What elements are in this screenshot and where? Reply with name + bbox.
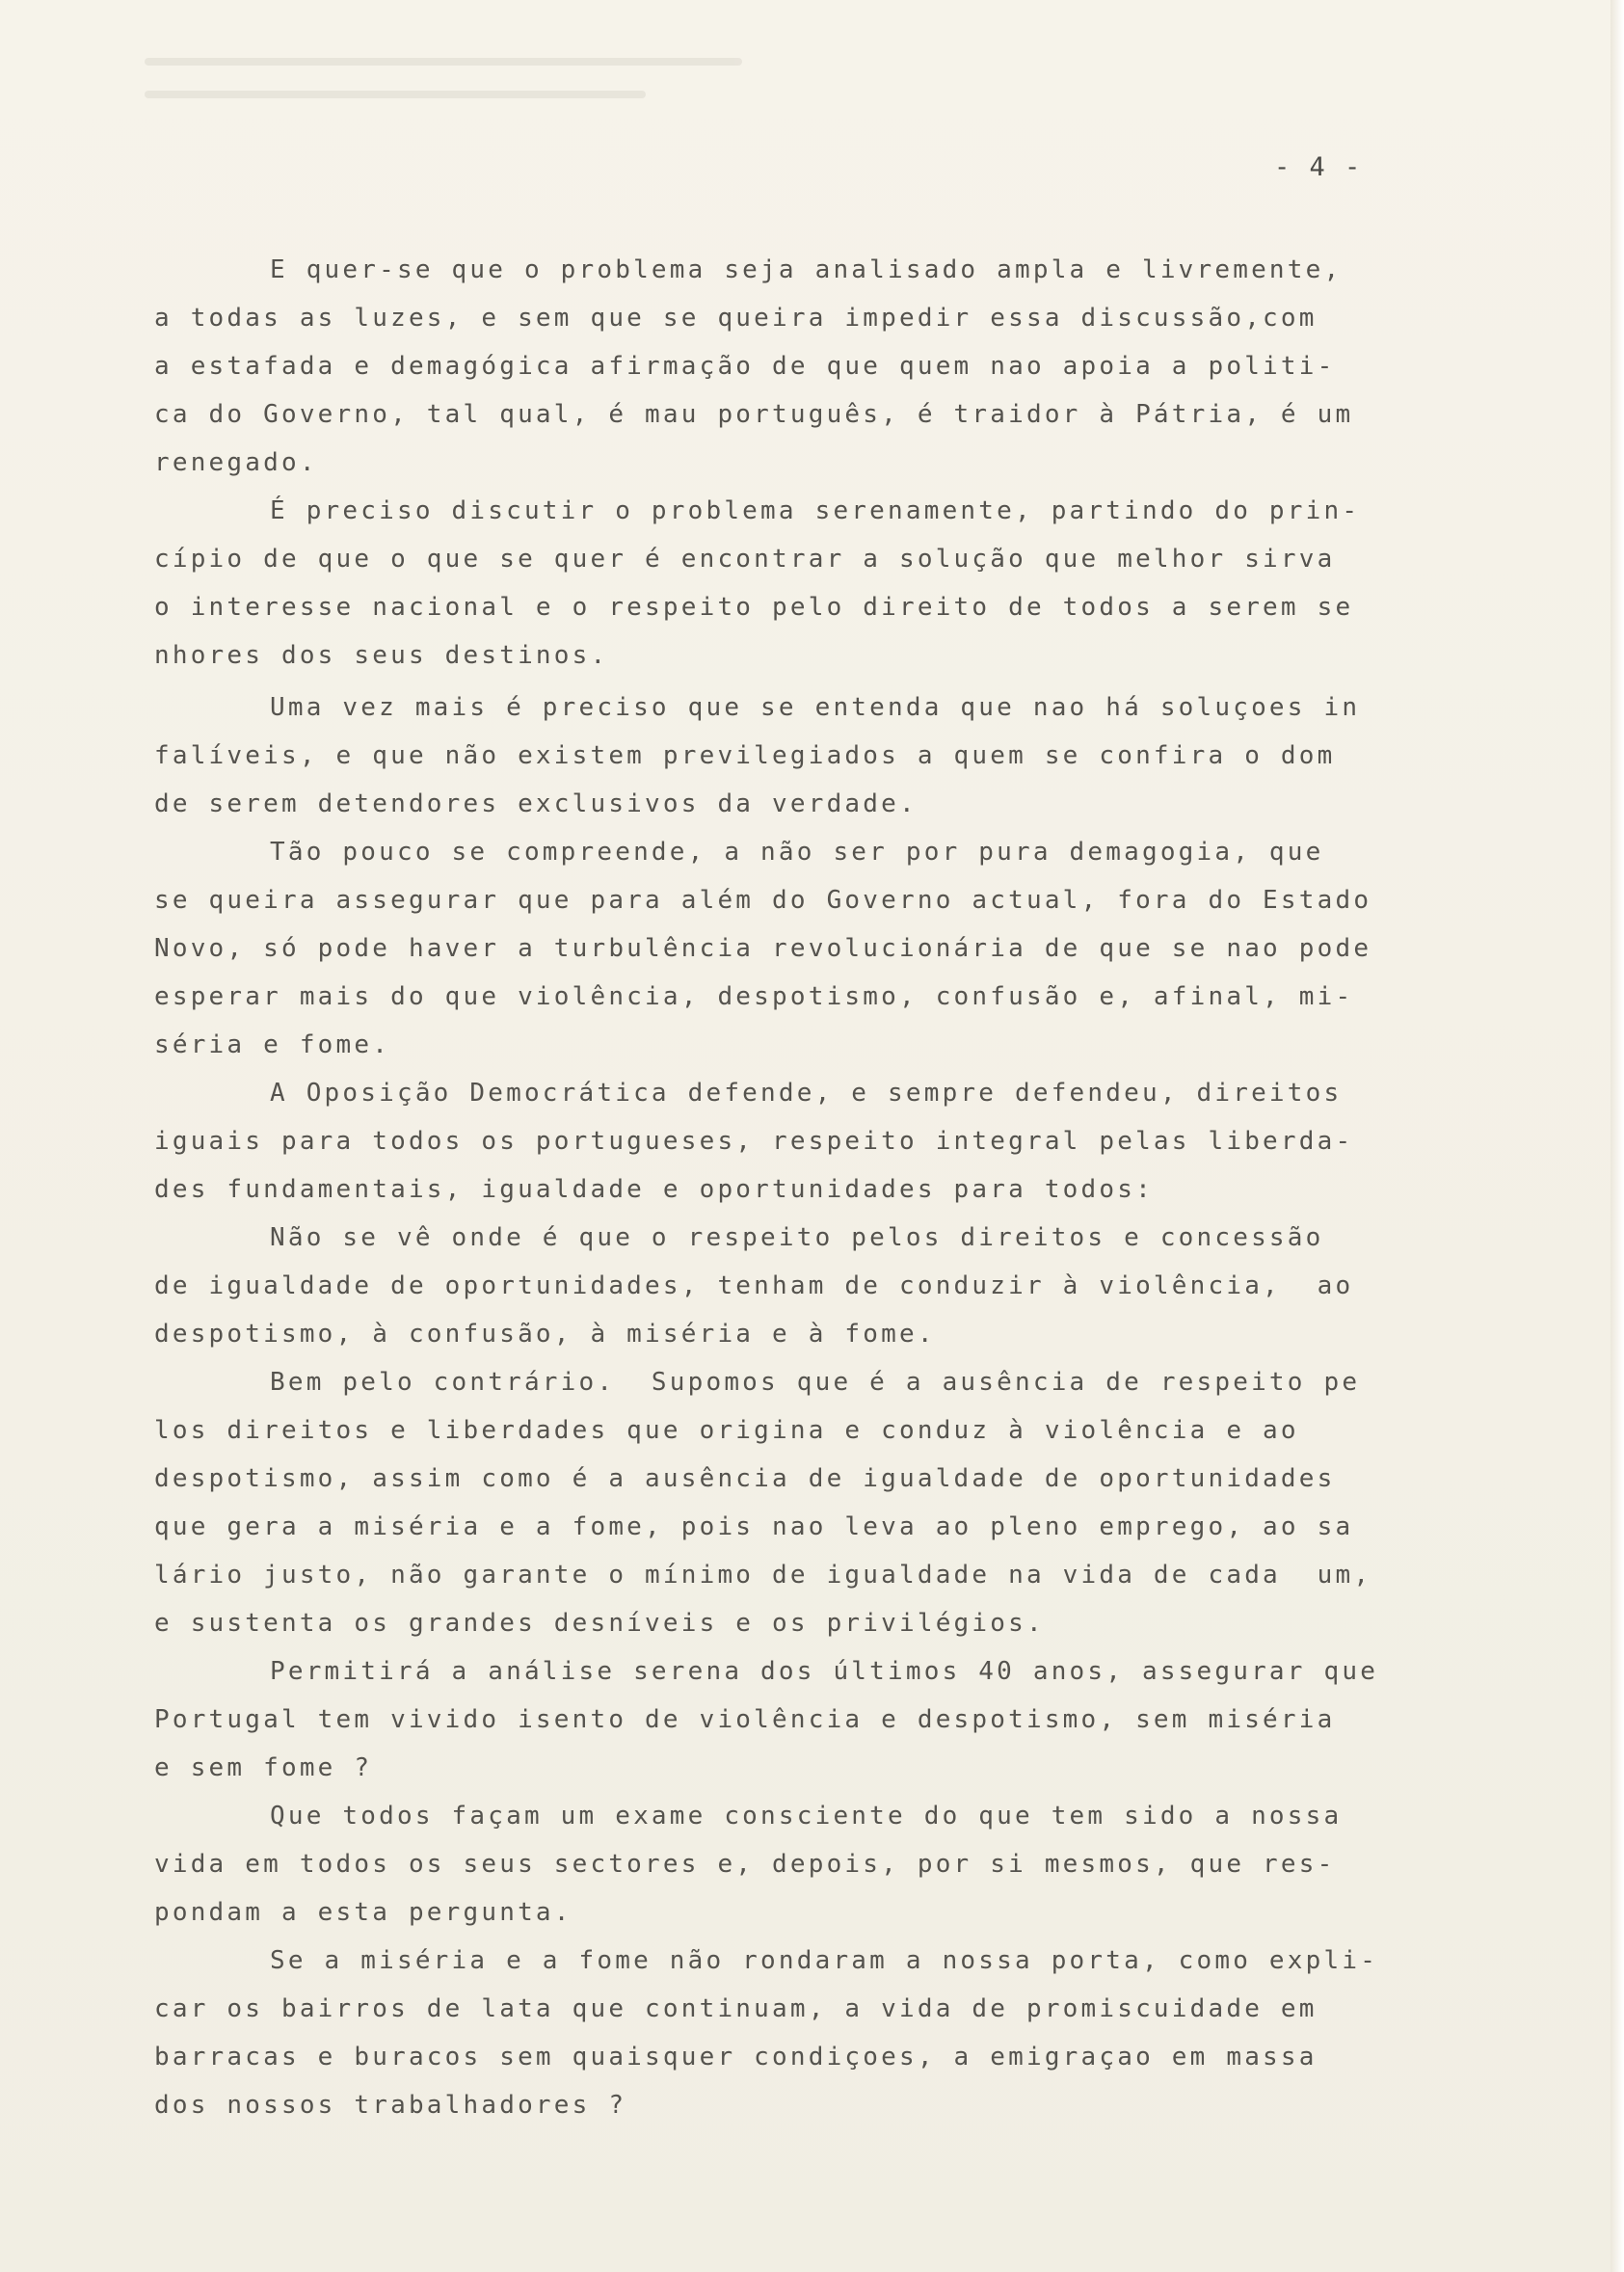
text-line: Portugal tem vivido isento de violência e despotismo, sem miséria [154, 1705, 1336, 1734]
text-line: renegado. [154, 448, 318, 477]
text-line: se queira assegurar que para além do Governo actual, fora do Estado [154, 886, 1372, 915]
text-line: Que todos façam um exame consciente do que tem sido a nossa [270, 1802, 1343, 1831]
text-line: A Oposição Democrática defende, e sempre defendeu, direitos [270, 1079, 1343, 1108]
text-line: barracas e buracos sem quaisquer condiçoes, a emigraçao em massa [154, 2043, 1318, 2072]
paragraph [154, 1792, 1504, 1937]
text-line: des fundamentais, igualdade e oportunidades para todos: [154, 1175, 1154, 1204]
paragraph [154, 246, 1504, 487]
text-line: e sustenta os grandes desníveis e os privilégios. [154, 1609, 1045, 1638]
text-line: Tão pouco se compreende, a não ser por pura demagogia, que [270, 838, 1324, 867]
text-line: e sem fome ? [154, 1753, 373, 1782]
text-line: nhores dos seus destinos. [154, 641, 609, 670]
text-line: a estafada e demagógica afirmação de que quem nao apoia a politi- [154, 352, 1336, 381]
paragraph [154, 1214, 1504, 1358]
paragraph [154, 1069, 1504, 1214]
text-line: dos nossos trabalhadores ? [154, 2091, 627, 2120]
text-line: iguais para todos os portugueses, respeito integral pelas liberda- [154, 1127, 1354, 1156]
text-line: ca do Governo, tal qual, é mau português, é traidor à Pátria, é um [154, 400, 1354, 429]
text-line: falíveis, e que não existem previlegiados a quem se confira o dom [154, 741, 1336, 770]
paragraph [154, 1358, 1504, 1647]
paragraph [154, 487, 1504, 680]
text-line: Se a miséria e a fome não rondaram a nossa porta, como expli- [270, 1946, 1379, 1975]
text-line: esperar mais do que violência, despotismo, confusão e, afinal, mi- [154, 982, 1354, 1011]
text-line: cípio de que o que se quer é encontrar a solução que melhor sirva [154, 545, 1336, 574]
text-line: car os bairros de lata que continuam, a vida de promiscuidade em [154, 1994, 1318, 2023]
text-line: que gera a miséria e a fome, pois nao leva ao pleno emprego, ao sa [154, 1512, 1354, 1541]
paper-edge [1611, 0, 1624, 2272]
text-line: a todas as luzes, e sem que se queira impedir essa discussão,com [154, 304, 1318, 333]
text-line: E quer-se que o problema seja analisado ampla e livremente, [270, 255, 1343, 284]
text-line: de serem detendores exclusivos da verdade. [154, 789, 918, 818]
text-line: Não se vê onde é que o respeito pelos direitos e concessão [270, 1223, 1324, 1252]
text-line: Novo, só pode haver a turbulência revolucionária de que se nao pode [154, 934, 1372, 963]
text-line: o interesse nacional e o respeito pelo direito de todos a serem se [154, 593, 1354, 622]
text-line: lário justo, não garante o mínimo de igualdade na vida de cada um, [154, 1561, 1372, 1590]
text-line: Bem pelo contrário. Supomos que é a ausência de respeito pe [270, 1368, 1361, 1397]
text-line: de igualdade de oportunidades, tenham de conduzir à violência, ao [154, 1271, 1354, 1300]
text-line: vida em todos os seus sectores e, depois, por si mesmos, que res- [154, 1850, 1336, 1879]
text-line: Permitirá a análise serena dos últimos 40 anos, assegurar que [270, 1657, 1379, 1686]
text-line: É preciso discutir o problema serenamente, partindo do prin- [270, 496, 1361, 525]
paragraph [154, 1647, 1504, 1792]
bleed-through-text [145, 58, 819, 145]
document-body [154, 246, 1504, 2129]
text-line: Uma vez mais é preciso que se entenda que nao há soluçoes in [270, 693, 1361, 722]
paragraph [154, 683, 1504, 828]
text-line: los direitos e liberdades que origina e conduz à violência e ao [154, 1416, 1299, 1445]
paragraph [154, 828, 1504, 1069]
paragraph [154, 1937, 1504, 2129]
text-line: despotismo, assim como é a ausência de igualdade de oportunidades [154, 1464, 1336, 1493]
text-line: pondam a esta pergunta. [154, 1898, 572, 1927]
page-number: - 4 - [1274, 152, 1363, 182]
text-line: séria e fome. [154, 1030, 391, 1059]
text-line: despotismo, à confusão, à miséria e à fome. [154, 1320, 936, 1349]
